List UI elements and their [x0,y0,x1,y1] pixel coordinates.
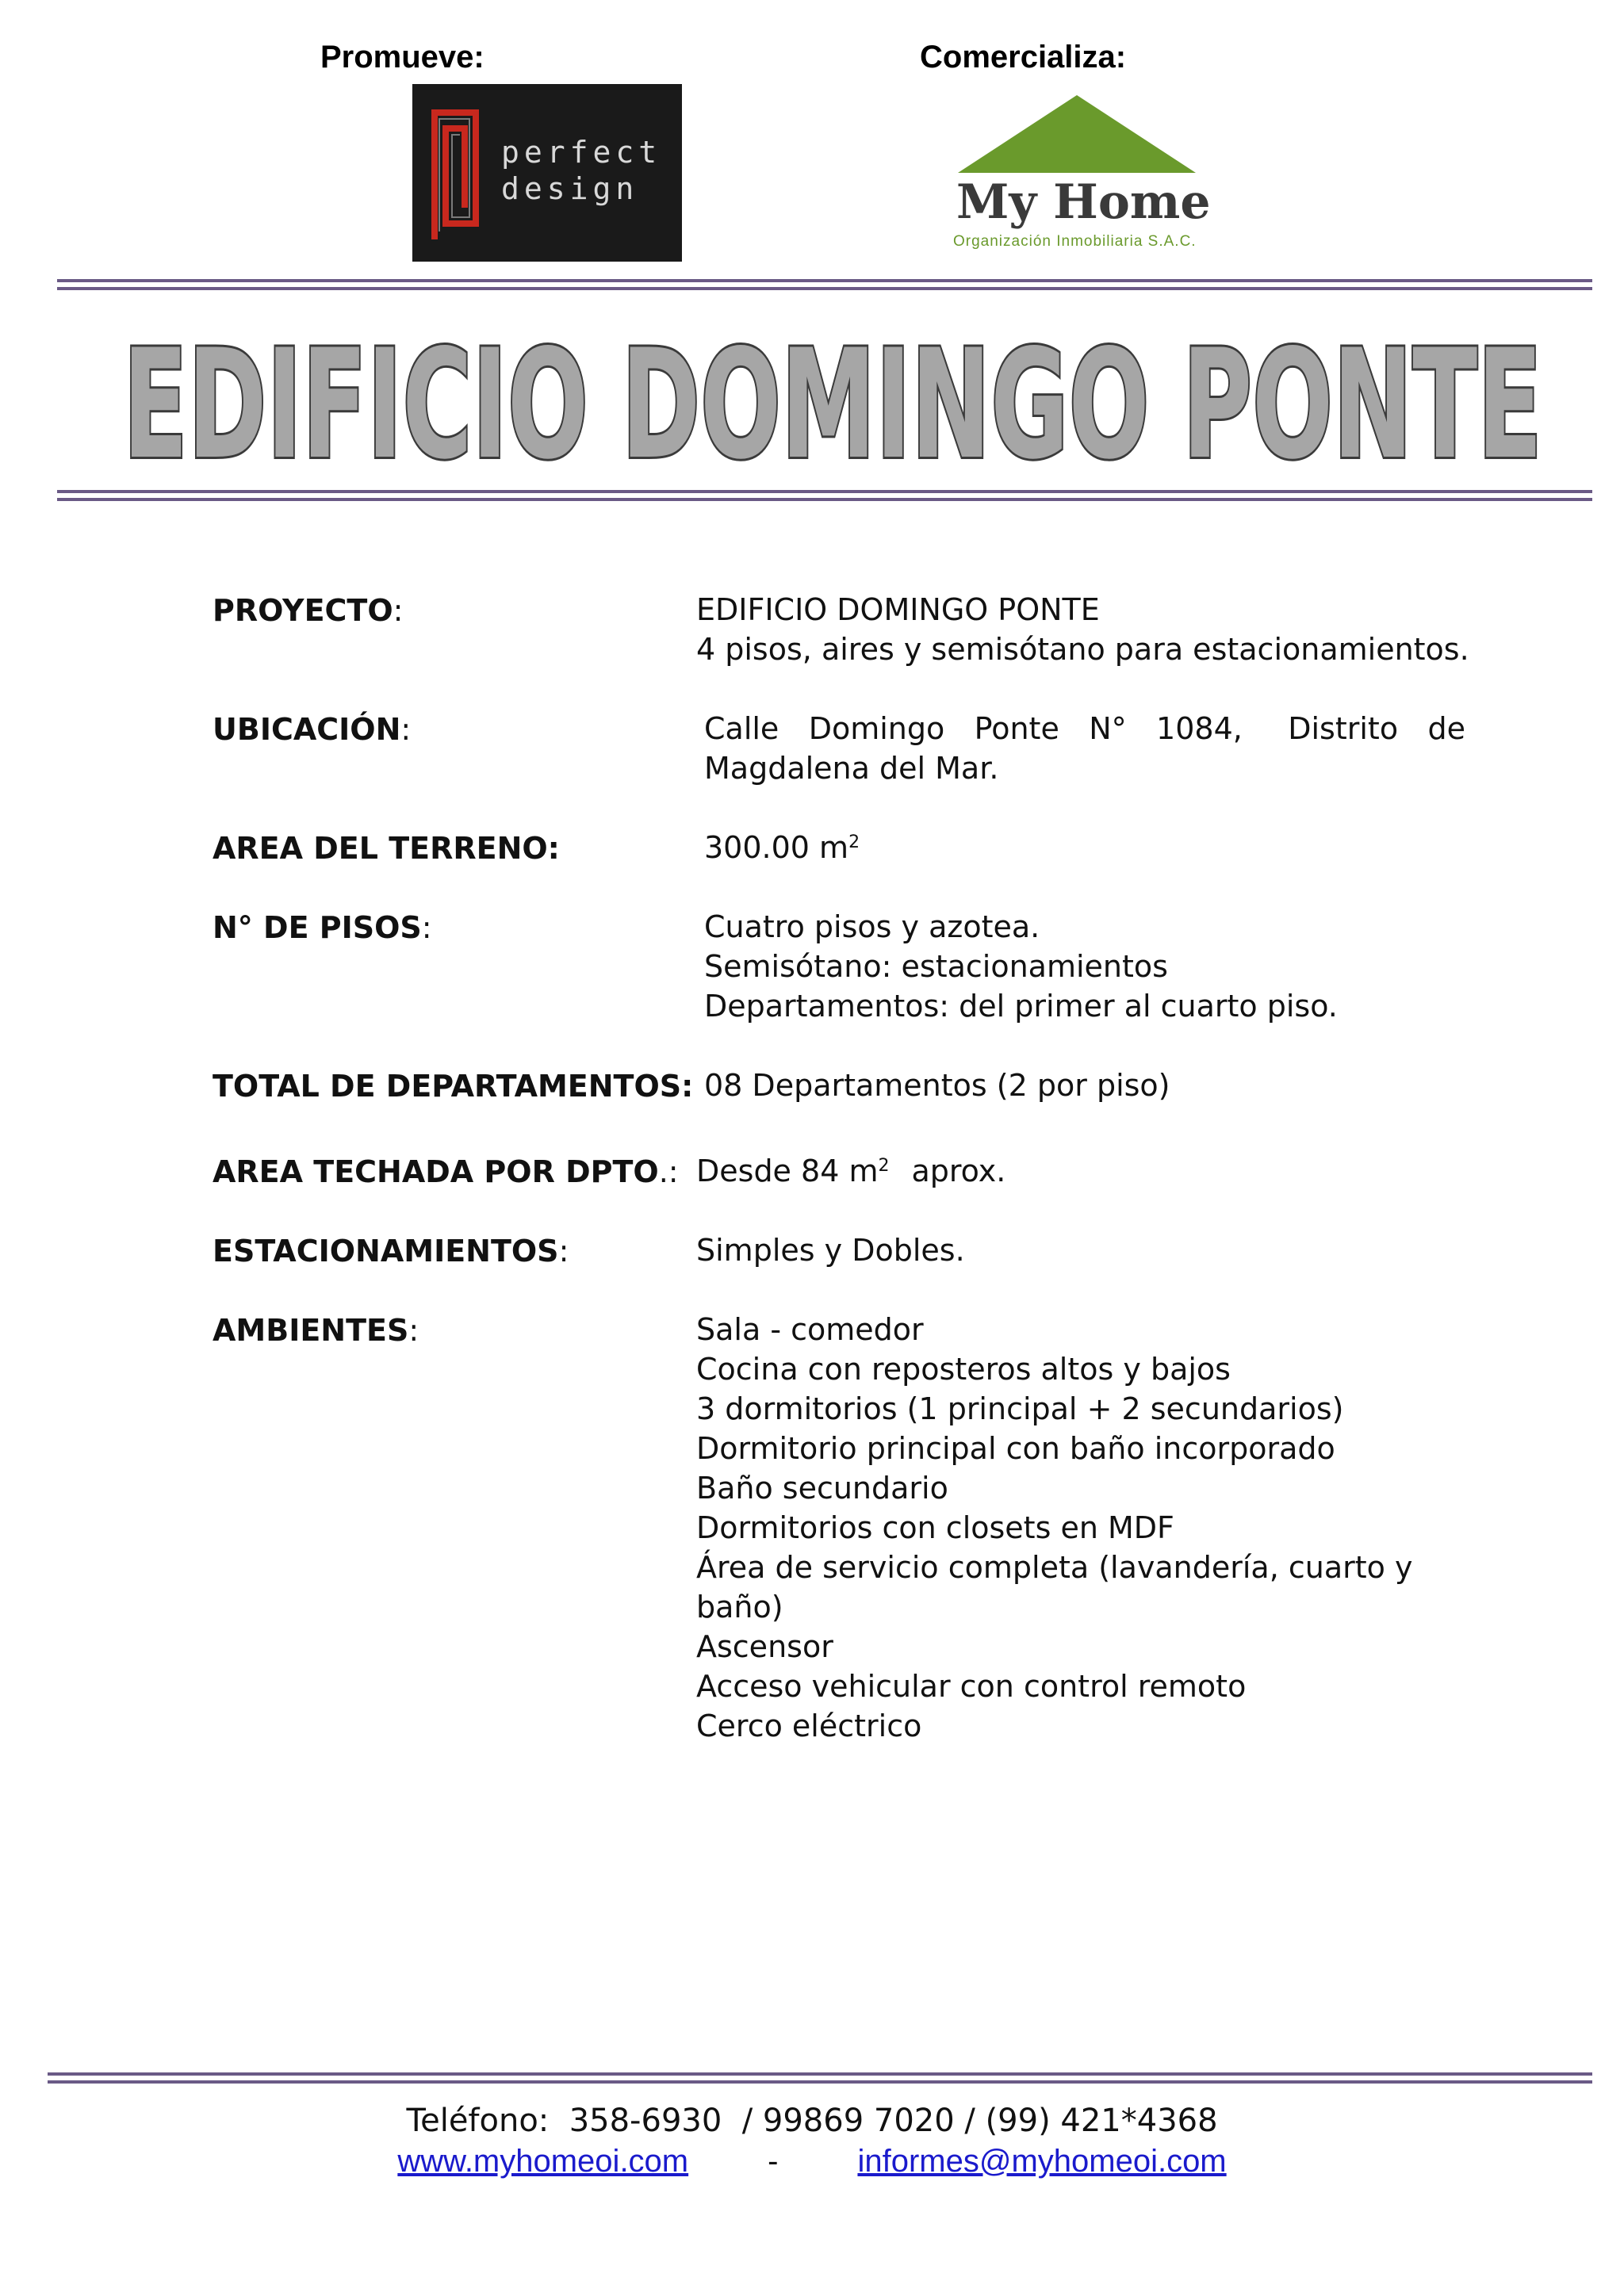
footer-links [0,2144,1624,2179]
email-link[interactable]: informes@myhomeoi.com [857,2144,1227,2179]
ambientes-item: Baño secundario [696,1471,948,1506]
house-roof-icon [958,95,1196,173]
footer-separator: - [768,2144,779,2179]
ambientes-item: Cerco eléctrico [696,1709,922,1743]
num-pisos-line: Semisótano: estacionamientos [704,949,1168,984]
estacionamientos-label: ESTACIONAMIENTOS: [213,1234,569,1269]
total-departamentos-label: TOTAL DE DEPARTAMENTOS: [213,1069,694,1104]
area-terreno-label: AREA DEL TERRENO: [213,831,560,866]
ambientes-item: Cocina con reposteros altos y bajos [696,1352,1231,1387]
area-terreno-value: 300.00 $m^2$ [704,830,860,865]
ubicacion-value [704,709,1465,788]
perfect-design-logo-line1: perfect [501,135,662,170]
ambientes-list [696,1310,1412,1746]
footer-phone: Teléfono: 358-6930 / 99869 7020 / (99) 421*4368 [406,2103,1218,2139]
proyecto-line: 4 pisos, aires y semisótano para estacionamientos. [696,632,1469,667]
ambientes-item: baño) [696,1590,783,1624]
my-home-logo-subtitle: Organización Inmobiliaria S.A.C. [953,233,1197,250]
num-pisos-value [704,907,1338,1026]
num-pisos-label: N° DE PISOS: [213,910,432,945]
proyecto-line: EDIFICIO DOMINGO PONTE [696,592,1100,627]
perfect-design-logo [412,84,682,262]
ubicacion-label: UBICACIÓN: [213,712,412,747]
building-title [119,317,1546,476]
ambientes-item: Dormitorios con closets en MDF [696,1510,1174,1545]
ambientes-item: Acceso vehicular con control remoto [696,1669,1247,1704]
title-divider [57,490,1592,506]
promueve-label: Promueve: [320,40,485,75]
my-home-logo-title: My Home [956,174,1211,230]
ambientes-item: Ascensor [696,1629,833,1664]
area-techada-value: Desde 84 $m^2$ aprox. [696,1154,1006,1188]
estacionamientos-value: Simples y Dobles. [696,1233,965,1268]
ambientes-label: AMBIENTES: [213,1313,419,1348]
perfect-design-logo-line2: design [501,171,639,206]
num-pisos-line: Departamentos: del primer al cuarto piso. [704,989,1338,1024]
proyecto-label: PROYECTO: [213,593,404,628]
website-link[interactable]: www.myhomeoi.com [397,2144,689,2179]
building-title-text: EDIFICIO DOMINGO PONTE [123,317,1542,476]
ambientes-item: Área de servicio completa (lavandería, cuarto y [696,1550,1413,1585]
num-pisos-line: Cuatro pisos y azotea. [704,909,1040,944]
perfect-design-logo-mark [430,105,493,244]
ubicacion-line-2: Magdalena del Mar. [704,751,999,786]
ambientes-item: Sala - comedor [696,1312,924,1347]
proyecto-value [696,590,1469,669]
area-techada-label: AREA TECHADA POR DPTO.: [213,1154,679,1189]
ambientes-item: Dormitorio principal con baño incorporado [696,1431,1335,1466]
footer-divider [48,2072,1592,2088]
ambientes-item: 3 dormitorios (1 principal + 2 secundarios) [696,1391,1344,1426]
my-home-logo [948,95,1210,262]
comercializa-label: Comercializa: [920,40,1127,75]
top-divider [57,279,1592,295]
ubicacion-line-1: Calle Domingo Ponte N° 1084, Distrito de [704,711,1465,746]
total-departamentos-value: 08 Departamentos (2 por piso) [704,1068,1170,1103]
